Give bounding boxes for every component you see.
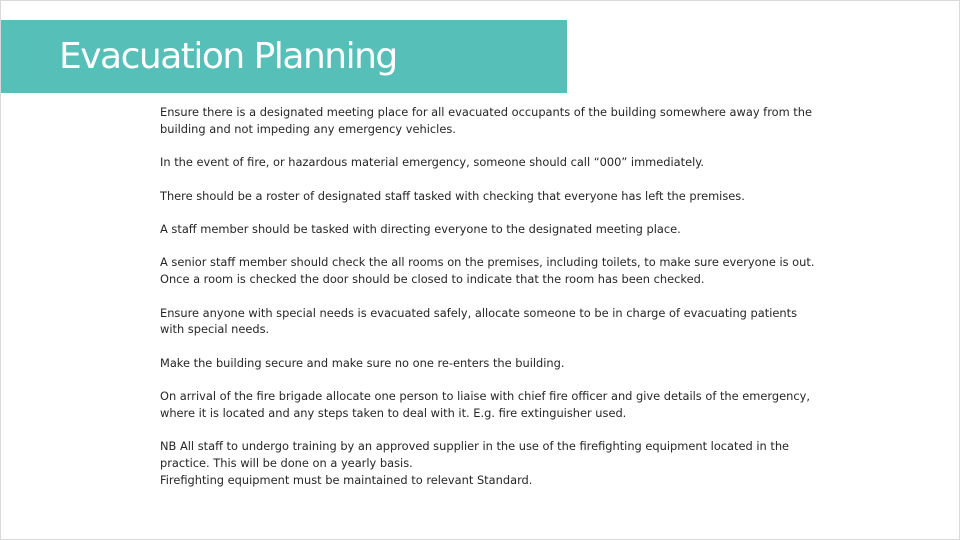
paragraph-fire-brigade: On arrival of the fire brigade allocate one person to liaise with chief fire officer and give details of the emergency, where it is located and any steps taken to deal with it. E.g. fire extinguisher used. <box>160 389 810 420</box>
title-banner <box>1 20 567 93</box>
paragraph-training-note: NB All staff to undergo training by an approved supplier in the use of the firefighting equipment located in the practice. This will be done on a yearly basis. Firefighting equipment must be maintained to relevant Standard. <box>160 439 790 487</box>
paragraph-meeting-place: Ensure there is a designated meeting place for all evacuated occupants of the building somewhere away from the building and not impeding any emergency vehicles. <box>160 105 813 136</box>
paragraph-secure-building: Make the building secure and make sure no one re-enters the building. <box>160 355 565 370</box>
paragraph-call-emergency: In the event of fire, or hazardous material emergency, someone should call “000” immediately. <box>160 155 705 170</box>
slide-title: Evacuation Planning <box>59 36 397 77</box>
paragraph-staff-roster: There should be a roster of designated staff tasked with checking that everyone has left the premises. <box>160 188 745 203</box>
body-text <box>160 104 820 489</box>
paragraph-room-check: A senior staff member should check the all rooms on the premises, including toilets, to make sure everyone is out. Once a room is checked the door should be closed to indicate that the room has been checked. <box>160 255 815 287</box>
paragraph-directing-staff: A staff member should be tasked with directing everyone to the designated meeting place. <box>160 221 681 236</box>
paragraph-special-needs: Ensure anyone with special needs is evacuated safely, allocate someone to be in charge of evacuating patients with special needs. <box>160 305 798 337</box>
